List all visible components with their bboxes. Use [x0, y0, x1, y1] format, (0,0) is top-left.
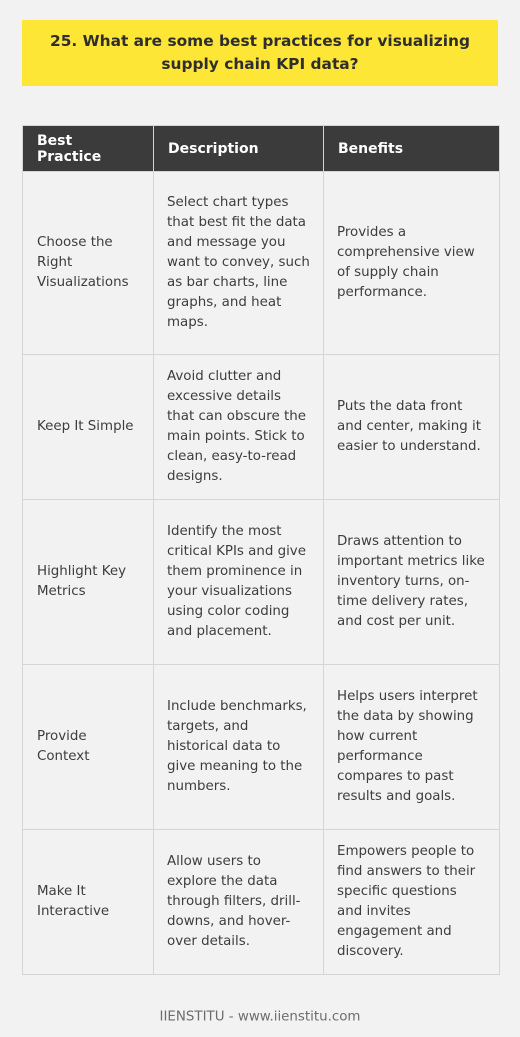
- practice-cell: Choose the Right Visualizations: [23, 172, 154, 355]
- table-row: [23, 355, 500, 500]
- table-row: [23, 665, 500, 830]
- best-practices-table: [22, 125, 500, 975]
- practice-cell: Keep It Simple: [23, 355, 154, 500]
- header-benefits: Benefits: [324, 126, 500, 172]
- table-header-row: [23, 126, 500, 172]
- header-best-practice: Best Practice: [23, 126, 154, 172]
- practice-cell: Make It Interactive: [23, 830, 154, 975]
- title-banner: [22, 20, 498, 86]
- benefits-cell: Helps users interpret the data by showing how current performance compares to past results and goals.: [324, 665, 500, 830]
- table-row: [23, 172, 500, 355]
- benefits-cell: Empowers people to find answers to their specific questions and invites engagement and discovery.: [324, 830, 500, 975]
- description-cell: Select chart types that best fit the data and message you want to convey, such as bar charts, line graphs, and heat maps.: [154, 172, 324, 355]
- header-description: Description: [154, 126, 324, 172]
- footer-credit: IIENSTITU - www.iienstitu.com: [159, 1009, 361, 1025]
- practice-cell: Highlight Key Metrics: [23, 500, 154, 665]
- description-cell: Include benchmarks, targets, and historical data to give meaning to the numbers.: [154, 665, 324, 830]
- table-row: [23, 500, 500, 665]
- benefits-cell: Provides a comprehensive view of supply chain performance.: [324, 172, 500, 355]
- description-cell: Avoid clutter and excessive details that can obscure the main points. Stick to clean, easy-to-read designs.: [154, 355, 324, 500]
- page-title: 25. What are some best practices for visualizing supply chain KPI data?: [50, 32, 470, 73]
- table-row: [23, 830, 500, 975]
- benefits-cell: Draws attention to important metrics like inventory turns, on-time delivery rates, and cost per unit.: [324, 500, 500, 665]
- description-cell: Identify the most critical KPIs and give them prominence in your visualizations using color coding and placement.: [154, 500, 324, 665]
- benefits-cell: Puts the data front and center, making it easier to understand.: [324, 355, 500, 500]
- description-cell: Allow users to explore the data through filters, drill-downs, and hover-over details.: [154, 830, 324, 975]
- practice-cell: Provide Context: [23, 665, 154, 830]
